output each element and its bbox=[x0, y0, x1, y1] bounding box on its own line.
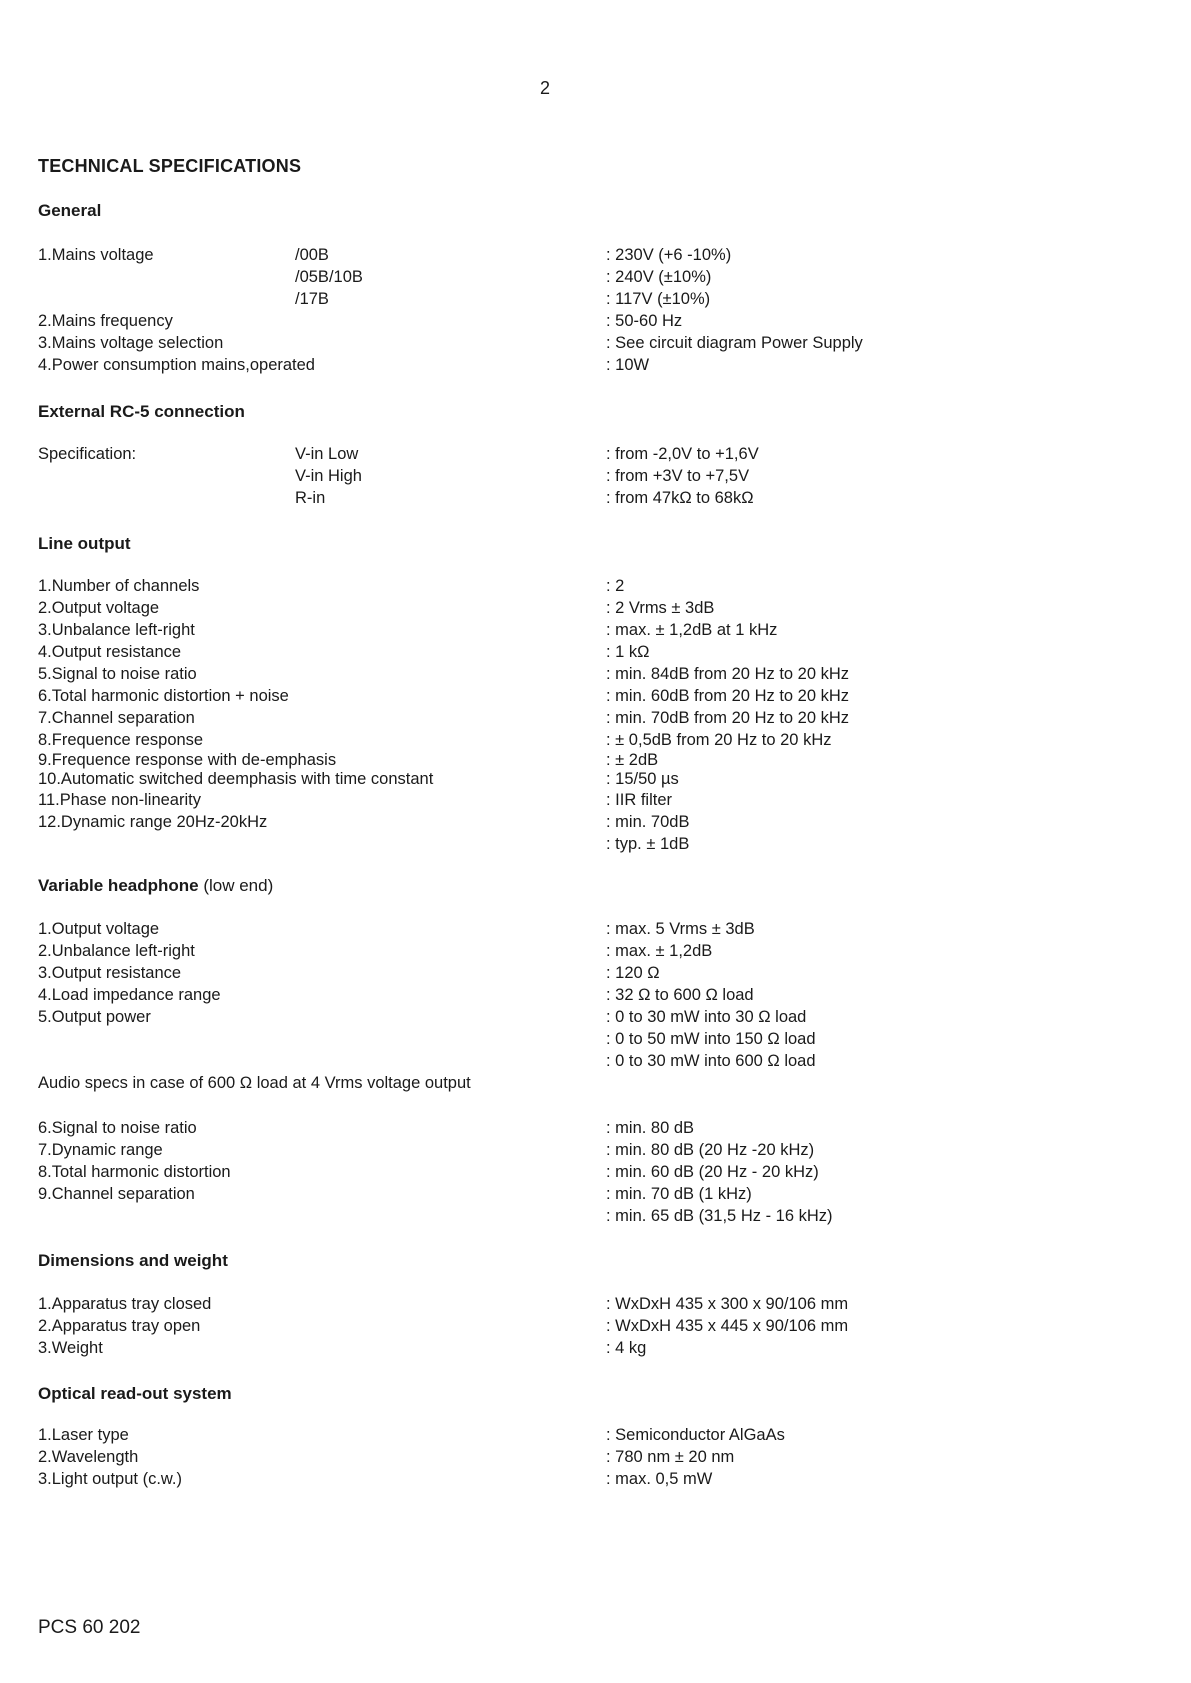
spec-row bbox=[0, 1424, 1191, 1446]
spec-label: 2.Output voltage bbox=[38, 599, 160, 617]
spec-value: : min. 70dB bbox=[606, 813, 690, 831]
spec-row bbox=[0, 1117, 1191, 1139]
spec-label: 1.Apparatus tray closed bbox=[38, 1295, 212, 1313]
spec-label: 4.Output resistance bbox=[38, 643, 182, 661]
spec-label: 9.Channel separation bbox=[38, 1185, 195, 1203]
spec-label: 8.Frequence response bbox=[38, 731, 204, 749]
spec-value: : ± 0,5dB from 20 Hz to 20 kHz bbox=[606, 731, 832, 749]
spec-list-optical bbox=[0, 1424, 1191, 1490]
section-heading-headphone-title: Variable headphone bbox=[38, 876, 199, 895]
spec-value: : min. 70 dB (1 kHz) bbox=[606, 1185, 752, 1203]
spec-sublabel: R-in bbox=[295, 489, 326, 507]
section-heading-dimensions: Dimensions and weight bbox=[38, 1251, 228, 1270]
spec-sublabel: /00B bbox=[295, 246, 329, 264]
spec-value: : from -2,0V to +1,6V bbox=[606, 445, 759, 463]
spec-label: 6.Total harmonic distortion + noise bbox=[38, 687, 289, 705]
spec-label: 3.Light output (c.w.) bbox=[38, 1470, 182, 1488]
spec-row bbox=[0, 1050, 1191, 1072]
spec-label: 11.Phase non-linearity bbox=[38, 791, 201, 809]
spec-label: 3.Weight bbox=[38, 1339, 103, 1357]
spec-value: : WxDxH 435 x 300 x 90/106 mm bbox=[606, 1295, 849, 1313]
spec-row bbox=[0, 1205, 1191, 1227]
spec-row bbox=[0, 1446, 1191, 1468]
spec-value: : 32 Ω to 600 Ω load bbox=[606, 986, 754, 1004]
spec-list-headphone-audio bbox=[0, 1117, 1191, 1227]
spec-value: : max. ± 1,2dB bbox=[606, 942, 713, 960]
spec-row bbox=[0, 770, 1191, 789]
spec-row bbox=[0, 465, 1191, 487]
spec-label: 9.Frequence response with de-emphasis bbox=[38, 751, 337, 769]
spec-label: 4.Power consumption mains,operated bbox=[38, 356, 315, 374]
spec-value: : ± 2dB bbox=[606, 751, 659, 769]
spec-label: 3.Mains voltage selection bbox=[38, 334, 224, 352]
spec-value: : from +3V to +7,5V bbox=[606, 467, 750, 485]
spec-value: : IIR filter bbox=[606, 791, 673, 809]
spec-value: : 2 bbox=[606, 577, 625, 595]
spec-value: : 120 Ω bbox=[606, 964, 660, 982]
spec-value: : min. 80 dB (20 Hz -20 kHz) bbox=[606, 1141, 815, 1159]
spec-row bbox=[0, 685, 1191, 707]
spec-value: : WxDxH 435 x 445 x 90/106 mm bbox=[606, 1317, 849, 1335]
spec-label: 12.Dynamic range 20Hz-20kHz bbox=[38, 813, 268, 831]
spec-value: : max. 5 Vrms ± 3dB bbox=[606, 920, 755, 938]
spec-row bbox=[0, 1293, 1191, 1315]
spec-row bbox=[0, 1315, 1191, 1337]
spec-row bbox=[0, 984, 1191, 1006]
spec-row bbox=[0, 266, 1191, 288]
headphone-note: Audio specs in case of 600 Ω load at 4 Vrms voltage output bbox=[38, 1074, 471, 1092]
spec-row bbox=[0, 332, 1191, 354]
spec-value: : min. 60 dB (20 Hz - 20 kHz) bbox=[606, 1163, 819, 1181]
spec-value: : max. 0,5 mW bbox=[606, 1470, 713, 1488]
section-heading-general: General bbox=[38, 201, 102, 220]
section-heading-headphone bbox=[38, 876, 273, 896]
spec-value: : 10W bbox=[606, 356, 650, 374]
spec-value: : min. 84dB from 20 Hz to 20 kHz bbox=[606, 665, 850, 683]
spec-row bbox=[0, 1161, 1191, 1183]
spec-row bbox=[0, 641, 1191, 663]
spec-label: 3.Unbalance left-right bbox=[38, 621, 195, 639]
spec-sublabel: /05B/10B bbox=[295, 268, 363, 286]
spec-value: : min. 60dB from 20 Hz to 20 kHz bbox=[606, 687, 850, 705]
page-number: 2 bbox=[540, 78, 551, 98]
spec-value: : 117V (±10%) bbox=[606, 290, 711, 308]
spec-row bbox=[0, 310, 1191, 332]
spec-value: : See circuit diagram Power Supply bbox=[606, 334, 863, 352]
spec-row bbox=[0, 597, 1191, 619]
spec-row bbox=[0, 1183, 1191, 1205]
spec-sublabel: /17B bbox=[295, 290, 329, 308]
section-heading-line-output: Line output bbox=[38, 534, 131, 553]
spec-label: 6.Signal to noise ratio bbox=[38, 1119, 197, 1137]
spec-label: 2.Unbalance left-right bbox=[38, 942, 195, 960]
spec-list-general bbox=[0, 244, 1191, 376]
spec-value: : Semiconductor AlGaAs bbox=[606, 1426, 785, 1444]
spec-label: 4.Load impedance range bbox=[38, 986, 221, 1004]
spec-row bbox=[0, 962, 1191, 984]
spec-value: : 0 to 50 mW into 150 Ω load bbox=[606, 1030, 816, 1048]
spec-label: 5.Output power bbox=[38, 1008, 151, 1026]
spec-row bbox=[0, 789, 1191, 811]
spec-row bbox=[0, 729, 1191, 751]
spec-label: 3.Output resistance bbox=[38, 964, 182, 982]
spec-value: : min. 65 dB (31,5 Hz - 16 kHz) bbox=[606, 1207, 833, 1225]
spec-value: : 2 Vrms ± 3dB bbox=[606, 599, 715, 617]
spec-value: : 50-60 Hz bbox=[606, 312, 683, 330]
spec-value: : 4 kg bbox=[606, 1339, 647, 1357]
spec-value: : max. ± 1,2dB at 1 kHz bbox=[606, 621, 778, 639]
spec-value: : min. 70dB from 20 Hz to 20 kHz bbox=[606, 709, 850, 727]
spec-sublabel: V-in Low bbox=[295, 445, 359, 463]
spec-label: 8.Total harmonic distortion bbox=[38, 1163, 231, 1181]
spec-row bbox=[0, 751, 1191, 770]
section-heading-headphone-suffix: (low end) bbox=[198, 876, 274, 895]
spec-row bbox=[0, 443, 1191, 465]
spec-row bbox=[0, 1006, 1191, 1028]
spec-row bbox=[0, 663, 1191, 685]
spec-value: : 0 to 30 mW into 600 Ω load bbox=[606, 1052, 816, 1070]
spec-row bbox=[0, 288, 1191, 310]
spec-label: 2.Wavelength bbox=[38, 1448, 139, 1466]
spec-value: : 240V (±10%) bbox=[606, 268, 712, 286]
spec-row bbox=[0, 575, 1191, 597]
spec-list-dimensions bbox=[0, 1293, 1191, 1359]
spec-list-line-output bbox=[0, 575, 1191, 855]
spec-label: 1.Number of channels bbox=[38, 577, 200, 595]
spec-value: : 15/50 µs bbox=[606, 770, 679, 788]
spec-value: : from 47kΩ to 68kΩ bbox=[606, 489, 754, 507]
spec-label: 1.Laser type bbox=[38, 1426, 129, 1444]
spec-label: 1.Output voltage bbox=[38, 920, 160, 938]
spec-label: 7.Channel separation bbox=[38, 709, 195, 727]
section-heading-rc5: External RC-5 connection bbox=[38, 402, 245, 421]
spec-row bbox=[0, 354, 1191, 376]
spec-label: Specification: bbox=[38, 445, 137, 463]
spec-row bbox=[0, 833, 1191, 855]
spec-value: : 230V (+6 -10%) bbox=[606, 246, 732, 264]
spec-label: 5.Signal to noise ratio bbox=[38, 665, 197, 683]
spec-label: 7.Dynamic range bbox=[38, 1141, 163, 1159]
spec-row bbox=[0, 1468, 1191, 1490]
spec-label: 10.Automatic switched deemphasis with time constant bbox=[38, 770, 434, 788]
spec-value: : typ. ± 1dB bbox=[606, 835, 690, 853]
spec-row bbox=[0, 1139, 1191, 1161]
spec-sublabel: V-in High bbox=[295, 467, 362, 485]
spec-list-rc5 bbox=[0, 443, 1191, 509]
spec-row bbox=[0, 707, 1191, 729]
spec-label: 1.Mains voltage bbox=[38, 246, 154, 264]
spec-label: 2.Apparatus tray open bbox=[38, 1317, 201, 1335]
spec-row bbox=[0, 244, 1191, 266]
spec-row bbox=[0, 918, 1191, 940]
spec-value: : 780 nm ± 20 nm bbox=[606, 1448, 735, 1466]
spec-row bbox=[0, 811, 1191, 833]
spec-value: : 1 kΩ bbox=[606, 643, 650, 661]
spec-label: 2.Mains frequency bbox=[38, 312, 173, 330]
spec-row bbox=[0, 940, 1191, 962]
spec-row bbox=[0, 487, 1191, 509]
spec-list-headphone bbox=[0, 918, 1191, 1072]
section-heading-optical: Optical read-out system bbox=[38, 1384, 232, 1403]
spec-value: : 0 to 30 mW into 30 Ω load bbox=[606, 1008, 807, 1026]
spec-row bbox=[0, 619, 1191, 641]
spec-value: : min. 80 dB bbox=[606, 1119, 695, 1137]
document-code: PCS 60 202 bbox=[38, 1617, 141, 1638]
spec-row bbox=[0, 1028, 1191, 1050]
page-title: TECHNICAL SPECIFICATIONS bbox=[38, 156, 302, 176]
spec-row bbox=[0, 1337, 1191, 1359]
